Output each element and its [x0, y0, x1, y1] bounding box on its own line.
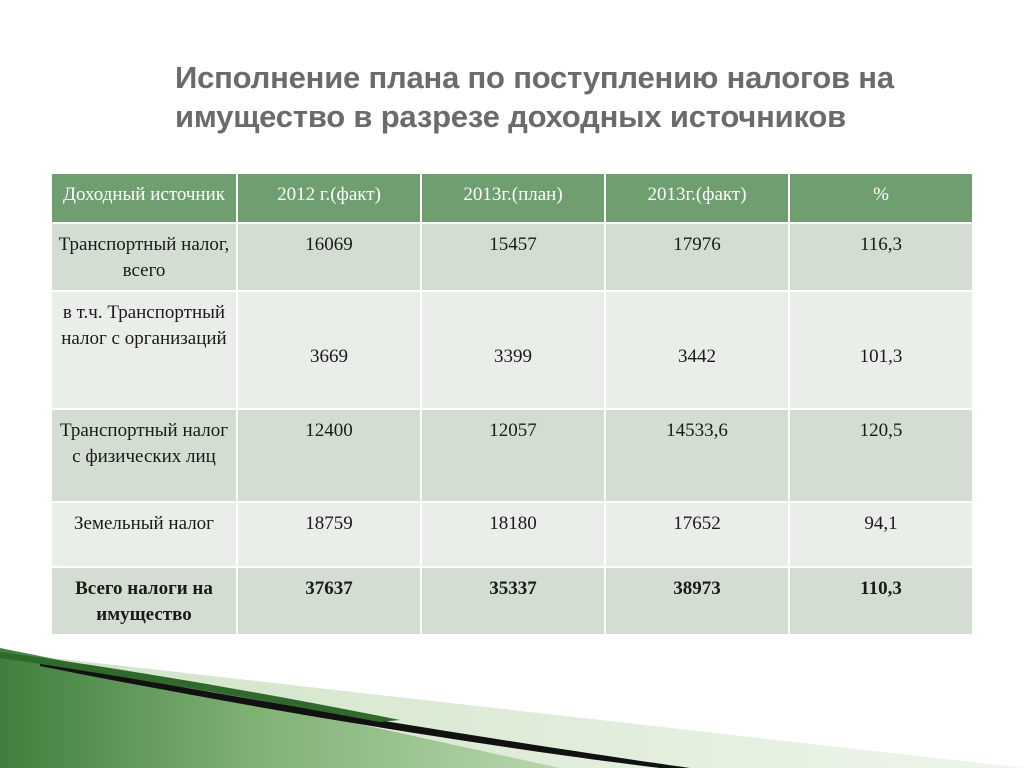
table-row: [51, 409, 973, 502]
header-percent: %: [789, 173, 973, 223]
header-fact-2013: 2013г.(факт): [605, 173, 789, 223]
revenue-table: [50, 172, 974, 636]
cell-source: Всего налоги на имущество: [51, 567, 237, 635]
header-source: Доходный источник: [51, 173, 237, 223]
slide-title-line-2: имущество в разрезе доходных источников: [175, 99, 846, 134]
cell-percent: 110,3: [789, 567, 973, 635]
cell-percent: 116,3: [789, 223, 973, 291]
header-fact-2012: 2012 г.(факт): [237, 173, 421, 223]
table-row: [51, 502, 973, 567]
cell-plan-2013: 35337: [421, 567, 605, 635]
table-header-row: [51, 173, 973, 223]
cell-source: Транспортный налог с физических лиц: [51, 409, 237, 502]
cell-percent: 101,3: [789, 291, 973, 409]
cell-fact-2012: 12400: [237, 409, 421, 502]
cell-plan-2013: 15457: [421, 223, 605, 291]
decorative-swoosh: [0, 640, 1024, 768]
slide-title: [175, 58, 975, 136]
cell-percent: 94,1: [789, 502, 973, 567]
cell-source: Земельный налог: [51, 502, 237, 567]
cell-fact-2013: 3442: [605, 291, 789, 409]
cell-plan-2013: 18180: [421, 502, 605, 567]
revenue-table-container: [50, 172, 972, 636]
cell-fact-2013: 17976: [605, 223, 789, 291]
cell-plan-2013: 3399: [421, 291, 605, 409]
table-row-total: [51, 567, 973, 635]
cell-source: в т.ч. Транспортный налог с организаций: [51, 291, 237, 409]
cell-plan-2013: 12057: [421, 409, 605, 502]
cell-fact-2012: 3669: [237, 291, 421, 409]
table-row: [51, 223, 973, 291]
header-plan-2013: 2013г.(план): [421, 173, 605, 223]
cell-fact-2013: 38973: [605, 567, 789, 635]
slide-title-line-1: Исполнение плана по поступлению налогов на: [175, 60, 894, 95]
cell-fact-2012: 37637: [237, 567, 421, 635]
cell-fact-2012: 16069: [237, 223, 421, 291]
cell-fact-2012: 18759: [237, 502, 421, 567]
cell-source: Транспортный налог, всего: [51, 223, 237, 291]
cell-fact-2013: 14533,6: [605, 409, 789, 502]
cell-fact-2013: 17652: [605, 502, 789, 567]
table-row: [51, 291, 973, 409]
cell-percent: 120,5: [789, 409, 973, 502]
